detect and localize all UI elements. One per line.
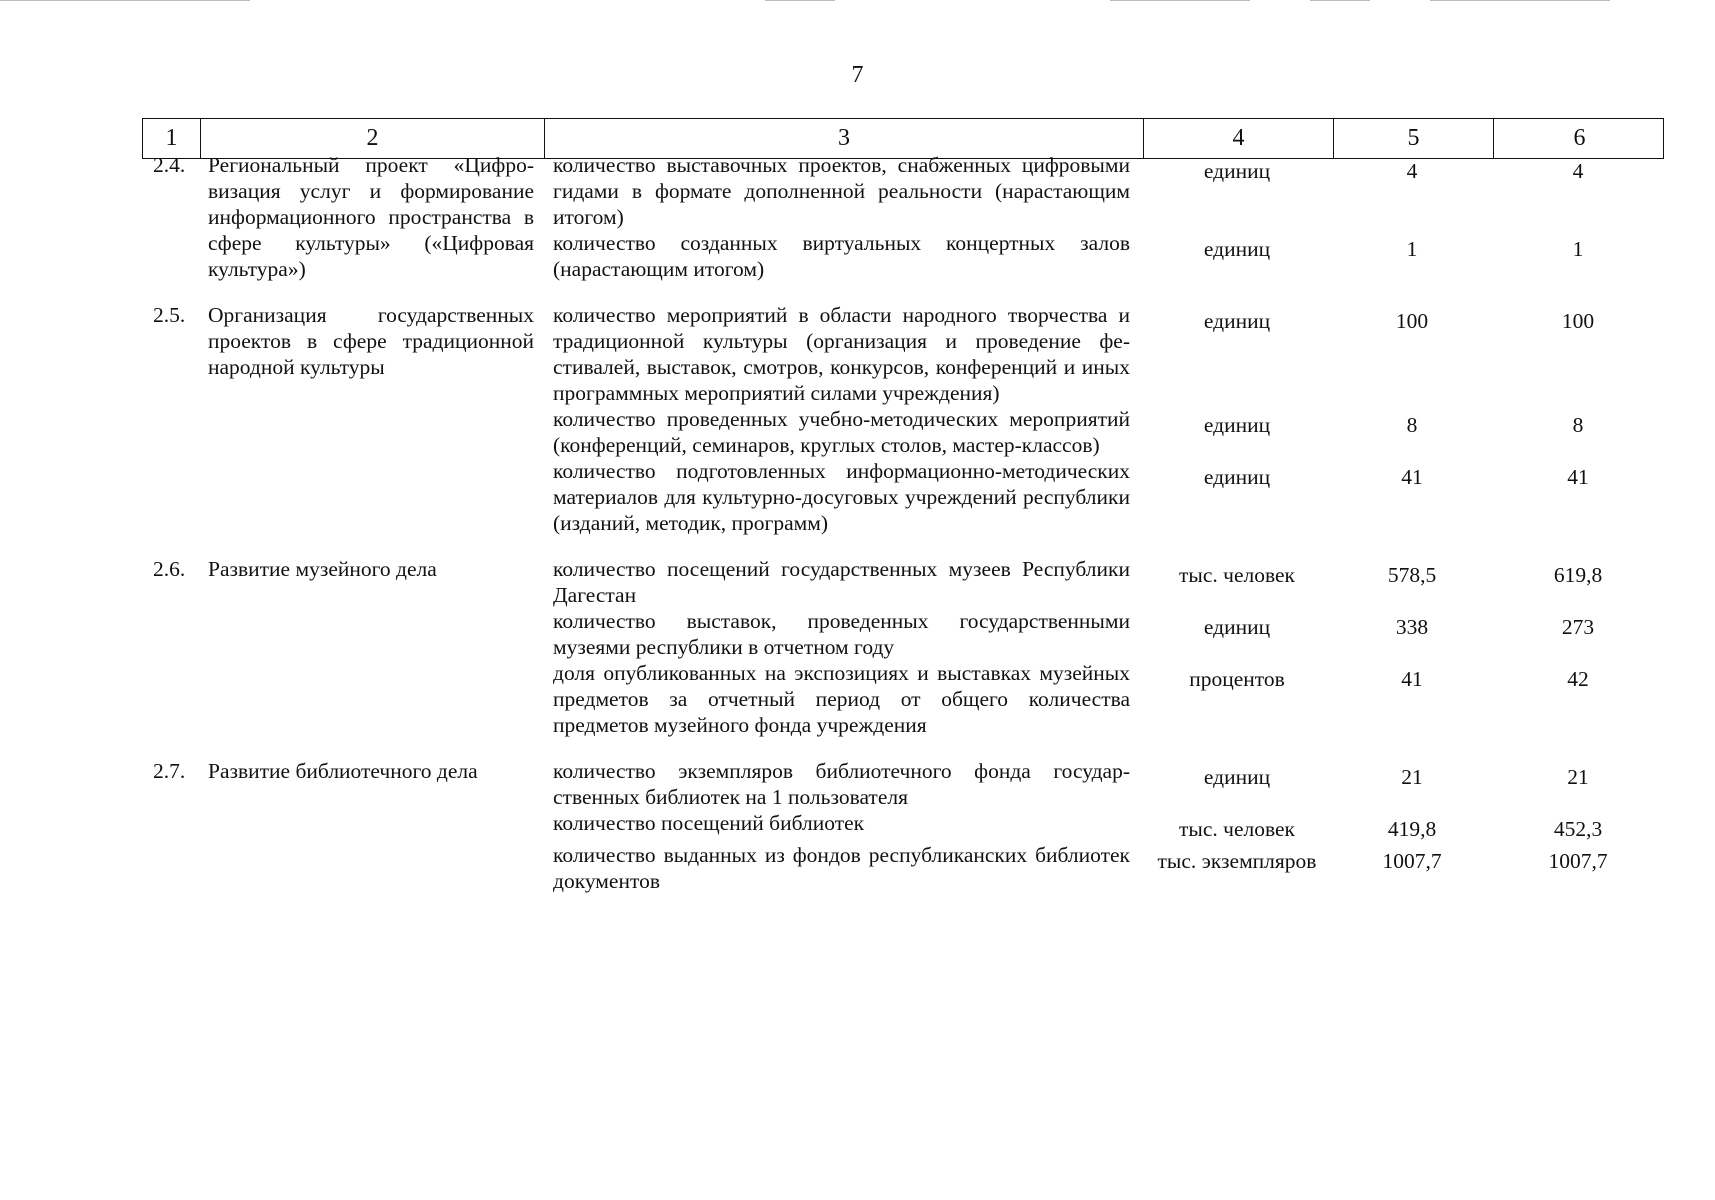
indicator-text: количество выданных из фондов республиканских библиотек документов xyxy=(553,843,1130,893)
table-row xyxy=(142,302,1664,406)
unit-cell: тыс. человек xyxy=(1179,817,1295,841)
table-row xyxy=(142,152,1664,230)
section-spacer xyxy=(142,282,1664,302)
column-header-3: 3 xyxy=(544,119,1143,158)
value-col5: 41 xyxy=(1401,667,1423,691)
value-col6: 273 xyxy=(1561,615,1595,639)
value-col5: 578,5 xyxy=(1387,563,1437,587)
section-name: Организация государственных проектов в сфере традиционной народной культуры xyxy=(208,303,534,379)
section-name: Развитие библиотечного дела xyxy=(208,759,478,783)
value-col6: 8 xyxy=(1572,413,1584,437)
indicator-text: количество мероприятий в области народного творчества и традиционной культуры (организация и проведение фестивалей, выставок, смотров, конкурсов, конференций и иных программных мероприятий силами учреждения) xyxy=(553,303,1130,405)
indicator-text: количество подготовленных информационно-методических материалов для культурно-досуговых учреждений республики (изданий, методик, программ) xyxy=(553,459,1130,535)
unit-cell: единиц xyxy=(1203,465,1271,489)
value-col5: 21 xyxy=(1401,765,1423,789)
value-col5: 41 xyxy=(1401,465,1423,489)
indicator-table-grid xyxy=(142,152,1664,894)
unit-cell: единиц xyxy=(1203,615,1271,639)
unit-cell: единиц xyxy=(1203,159,1271,183)
table-row xyxy=(142,556,1664,608)
section-name: Развитие музейного дела xyxy=(208,557,437,581)
value-col6: 21 xyxy=(1567,765,1589,789)
unit-cell: единиц xyxy=(1203,309,1271,333)
indicator-text: количество созданных виртуальных концертных залов (нарастающим итогом) xyxy=(553,231,1130,281)
unit-cell: тыс. человек xyxy=(1179,563,1295,587)
value-col6: 41 xyxy=(1567,465,1589,489)
unit-cell: тыс. экземпляров xyxy=(1157,849,1317,873)
value-col5: 8 xyxy=(1406,413,1418,437)
column-header-6: 6 xyxy=(1493,119,1665,158)
section-number: 2.5. xyxy=(153,303,186,327)
value-col6: 4 xyxy=(1572,159,1584,183)
indicator-text: доля опубликованных на экспозициях и выставках музейных предметов за отчетный период от общего количества предметов музейного фонда учреждения xyxy=(553,661,1130,737)
column-header-5: 5 xyxy=(1333,119,1493,158)
indicator-table xyxy=(142,152,1664,894)
value-col6: 619,8 xyxy=(1553,563,1603,587)
unit-cell: единиц xyxy=(1203,765,1271,789)
column-header-4: 4 xyxy=(1143,119,1333,158)
section-number: 2.7. xyxy=(153,759,186,783)
value-col5: 1007,7 xyxy=(1382,849,1442,873)
value-col6: 452,3 xyxy=(1553,817,1603,841)
scan-edge-line xyxy=(1310,0,1370,1)
indicator-text: количество посещений библиотек xyxy=(553,811,865,835)
value-col6: 42 xyxy=(1567,667,1589,691)
section-spacer xyxy=(142,536,1664,556)
scan-edge-line xyxy=(765,0,835,1)
table-row xyxy=(142,758,1664,810)
value-col5: 338 xyxy=(1395,615,1429,639)
section-spacer xyxy=(142,738,1664,758)
value-col5: 100 xyxy=(1395,309,1429,333)
column-header-1: 1 xyxy=(165,125,178,151)
unit-cell: единиц xyxy=(1203,413,1271,437)
scan-edge-line xyxy=(0,0,250,1)
indicator-text: количество выставок, проведенных государственными музеями республики в отчетном году xyxy=(553,609,1130,659)
page-number: 7 xyxy=(851,62,864,88)
scan-edge-line xyxy=(1110,0,1250,1)
value-col6: 1007,7 xyxy=(1548,849,1608,873)
indicator-text: количество экземпляров библиотечного фонда государственных библиотек на 1 пользователя xyxy=(553,759,1130,809)
value-col6: 100 xyxy=(1561,309,1595,333)
column-header-2: 2 xyxy=(200,119,544,158)
indicator-text: количество проведенных учебно-методических мероприятий (конференций, семинаров, круглых столов, мастер-классов) xyxy=(553,407,1130,457)
value-col5: 1 xyxy=(1406,237,1418,261)
value-col5: 4 xyxy=(1406,159,1418,183)
unit-cell: процентов xyxy=(1189,667,1285,691)
indicator-text: количество выставочных проектов, снабженных цифровыми гидами в формате дополненной реальности (нарастающим итогом) xyxy=(553,153,1130,229)
scan-edge-line xyxy=(1430,0,1610,1)
table-body xyxy=(142,152,1664,894)
indicator-text: количество посещений государственных музеев Республики Дагестан xyxy=(553,557,1130,607)
unit-cell: единиц xyxy=(1203,237,1271,261)
section-number: 2.4. xyxy=(153,153,186,177)
value-col6: 1 xyxy=(1572,237,1584,261)
section-name: Региональный проект «Цифровизация услуг и формирование информационного пространства в сфере культуры» («Цифровая культура») xyxy=(208,153,534,281)
value-col5: 419,8 xyxy=(1387,817,1437,841)
section-number: 2.6. xyxy=(153,557,186,581)
